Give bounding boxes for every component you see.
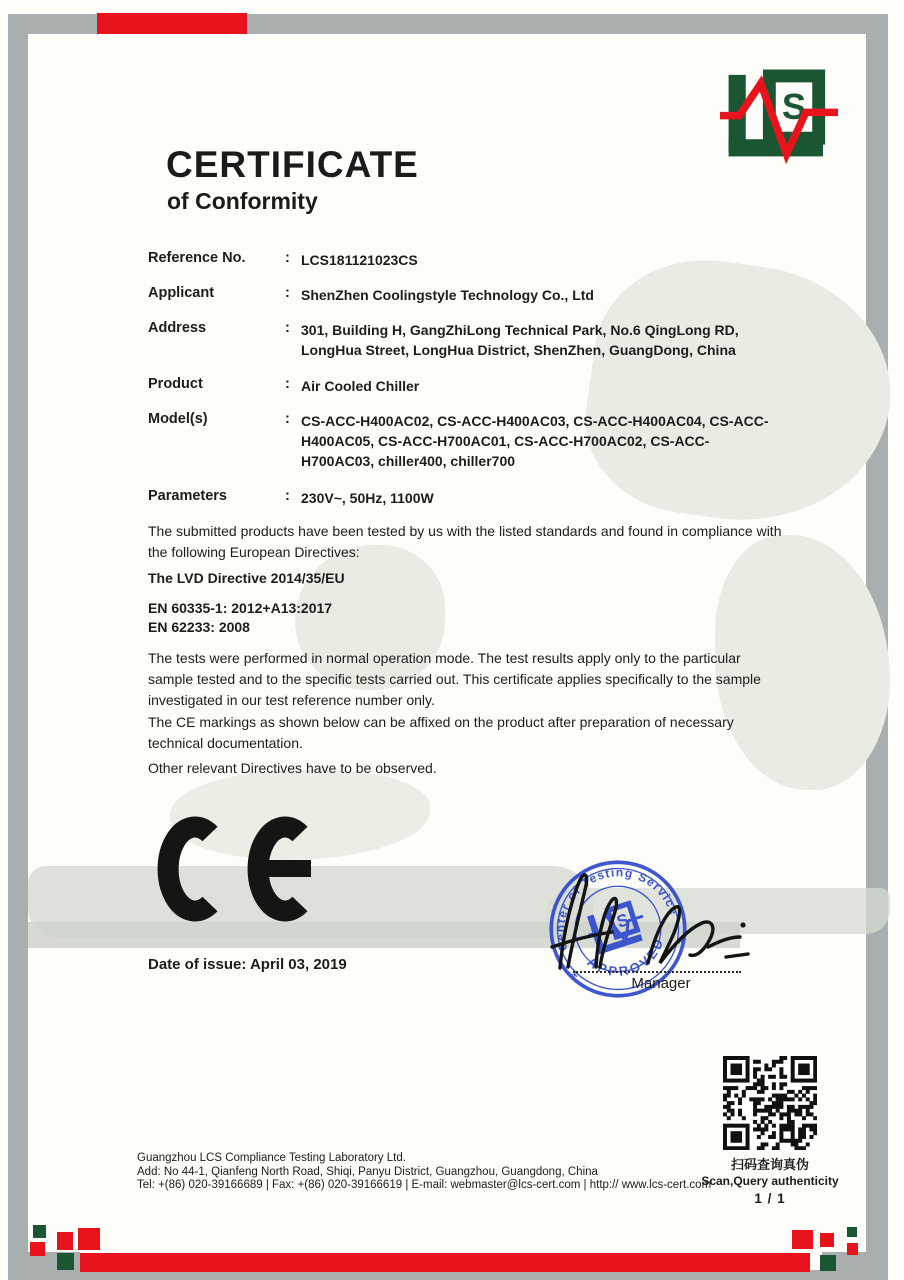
field-colon: : (285, 411, 290, 427)
qr-caption-en: Scan,Query authenticity (701, 1174, 839, 1188)
stamp-star: * (569, 967, 582, 988)
deco-square (820, 1255, 836, 1271)
standard-line: EN 60335-1: 2012+A13:2017 (148, 600, 333, 616)
top-red-accent (97, 13, 247, 34)
stamp-logo-letter: S (614, 909, 632, 932)
deco-square (820, 1233, 834, 1247)
deco-square (78, 1228, 100, 1250)
field-row-applicant (148, 285, 780, 305)
deco-square (57, 1253, 74, 1270)
field-row-address (148, 320, 780, 360)
field-value: Air Cooled Chiller (301, 378, 420, 394)
deco-square (30, 1242, 45, 1256)
qr-caption-zh: 扫码查询真伪 (730, 1157, 809, 1172)
page-indicator: 1 / 1 (754, 1191, 786, 1206)
paragraph-intro: The submitted products have been tested by us with the listed standards and found in compliance with the following European Directives: (148, 523, 782, 560)
manager-signature (530, 855, 755, 990)
qr-section (688, 1056, 852, 1206)
stamp-ring-text: Center of Testing Service (553, 865, 682, 953)
deco-square (792, 1230, 813, 1249)
footer-contacts: Tel: +(86) 020-39166689 | Fax: +(86) 020-39166619 | E-mail: webmaster@lcs-cert.com | http:// www.lcs-cert.com (137, 1179, 712, 1192)
stamp-star: * (674, 933, 687, 954)
field-row-parameters (148, 488, 780, 508)
bottom-red-bar (80, 1253, 810, 1272)
frame-border-left (8, 14, 28, 1280)
paragraph-other-directives: Other relevant Directives have to be observed. (148, 760, 437, 776)
footer-address: Add: No 44-1, Qianfeng North Road, Shiqi, Panyu District, Guangzhou, Guangdong, China (137, 1165, 598, 1178)
logo-letter: S (781, 85, 807, 127)
signature-line (573, 971, 741, 973)
directive-line: The LVD Directive 2014/35/EU (148, 570, 345, 586)
signer-title: Manager (631, 975, 691, 992)
field-value: CS-ACC-H400AC02, CS-ACC-H400AC03, CS-ACC-H400AC04, CS-ACC-H400AC05, CS-ACC-H700AC01, CS-ACC-H700AC02, CS-ACC-H700AC03, chiller400, chiller700 (301, 413, 769, 469)
standard-line: EN 62233: 2008 (148, 619, 250, 635)
certificate-title: CERTIFICATE (166, 144, 419, 185)
field-value: 230V~, 50Hz, 1100W (301, 490, 434, 506)
field-value: ShenZhen Coolingstyle Technology Co., Ltd (301, 287, 594, 303)
footer (137, 1152, 711, 1193)
field-row-reference (148, 250, 780, 270)
field-row-product (148, 376, 780, 396)
lcs-logo-icon (720, 62, 838, 180)
field-label: Parameters (148, 488, 227, 504)
deco-square (847, 1227, 857, 1237)
deco-square (33, 1225, 46, 1238)
field-value: 301, Building H, GangZhiLong Technical Park, No.6 QingLong RD, LongHua Street, LongHua District, ShenZhen, GuangDong, China (301, 322, 739, 358)
field-label: Address (148, 320, 207, 336)
stamp-approved-text: APPROVED (584, 934, 668, 979)
field-row-models (148, 411, 780, 471)
ce-marking-icon (143, 810, 343, 930)
field-colon: : (285, 320, 290, 336)
date-of-issue: Date of issue: April 03, 2019 (148, 956, 347, 973)
field-colon: : (285, 250, 290, 266)
field-label: Applicant (148, 285, 215, 301)
field-colon: : (285, 488, 290, 504)
certificate-subtitle: of Conformity (167, 188, 318, 214)
qr-code (723, 1056, 817, 1150)
field-label: Model(s) (148, 411, 208, 427)
paragraph-ce-markings: The CE markings as shown below can be affixed on the product after preparation of necessary technical documentation. (148, 714, 734, 751)
field-value: LCS181121023CS (301, 252, 418, 268)
field-label: Reference No. (148, 250, 246, 266)
paragraph-tests: The tests were performed in normal operation mode. The test results apply only to the particular sample tested and to the specific tests carried out. This certificate applies specifically to the sample investigated in our test reference number only. (148, 650, 761, 708)
field-colon: : (285, 376, 290, 392)
field-label: Product (148, 376, 203, 392)
deco-square (847, 1243, 858, 1255)
field-colon: : (285, 285, 290, 301)
footer-company: Guangzhou LCS Compliance Testing Laboratory Ltd. (137, 1152, 406, 1164)
deco-square (57, 1232, 73, 1250)
